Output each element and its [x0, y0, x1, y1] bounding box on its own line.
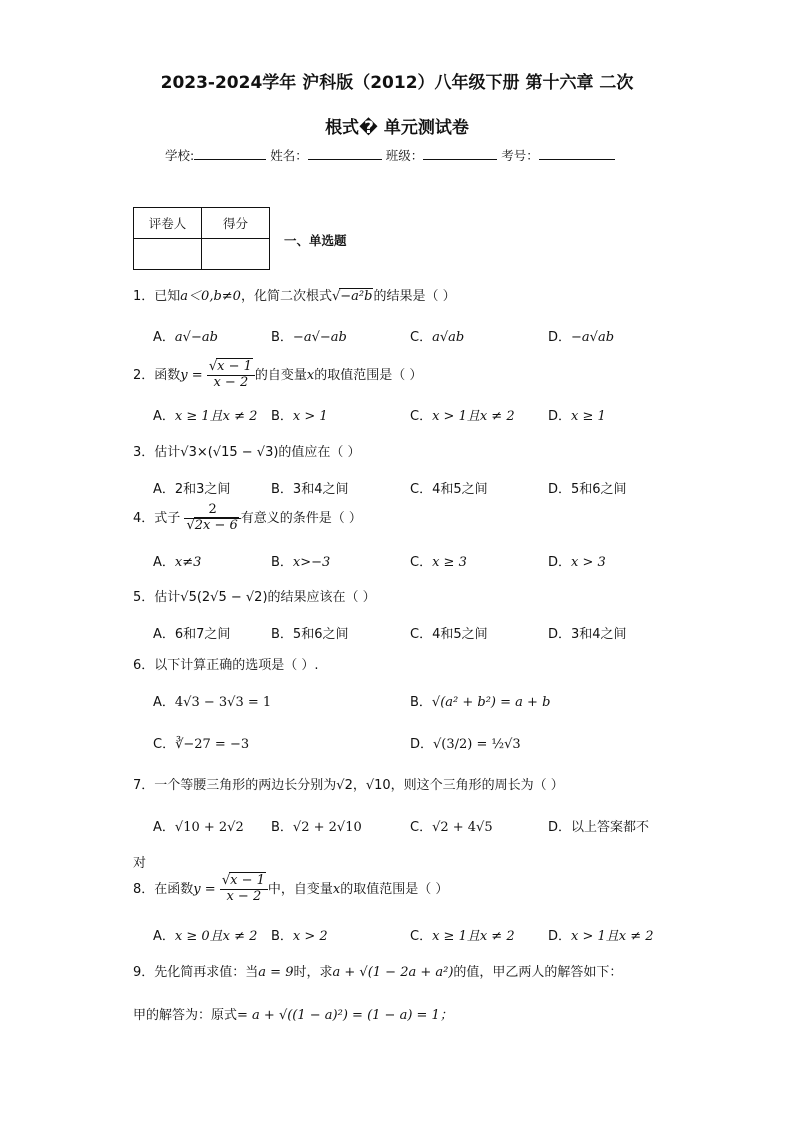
option-a[interactable]: A．6和7之间 — [153, 627, 231, 642]
name-blank[interactable] — [308, 147, 382, 160]
radicand: −a²b — [340, 289, 373, 304]
option-b[interactable]: B．x > 1 — [271, 409, 328, 424]
option-a[interactable]: A．√10 + 2√2 — [153, 820, 244, 835]
question-7: 7．一个等腰三角形的两边长分别为√2，√10，则这个三角形的周长为（ ） — [133, 778, 564, 793]
option-d-wrap: 对 — [133, 856, 147, 871]
question-6: 6．以下计算正确的选项是（ ）. — [133, 658, 319, 673]
option-c[interactable]: C．x ≥ 3 — [410, 555, 467, 570]
option-b[interactable]: B．√2 + 2√10 — [271, 820, 362, 835]
school-label: 学校: — [165, 148, 195, 163]
question-number: 4． — [133, 510, 155, 526]
fraction: $\frac{√x - 1}{x - 2}$ — [220, 874, 268, 905]
school-blank[interactable] — [194, 147, 266, 160]
question-number: 7． — [133, 778, 155, 793]
class-blank[interactable] — [423, 147, 497, 160]
option-b[interactable]: B．x > 2 — [271, 929, 328, 944]
option-a[interactable]: A．4√3 − 3√3 = 1 — [153, 695, 272, 710]
option-c[interactable]: C．a√ab — [410, 330, 465, 345]
question-number: 6． — [133, 658, 155, 673]
option-a[interactable]: A．a√−ab — [153, 330, 218, 345]
grader-cell[interactable] — [134, 239, 202, 270]
question-2: 2．函数y = $\frac{√x - 1}{x - 2}$ 的自变量x的取值范围是（ ） — [133, 359, 423, 390]
option-d[interactable]: D．−a√ab — [548, 330, 615, 345]
question-number: 2． — [133, 367, 155, 383]
solution-jia: 甲的解答为：原式= a + √((1 − a)²) = (1 − a) = 1； — [133, 1008, 453, 1023]
section-heading: 一、单选题 — [284, 233, 347, 248]
option-d[interactable]: D．x > 1且x ≠ 2 — [548, 929, 654, 944]
question-number: 5． — [133, 590, 155, 605]
option-d[interactable]: D．5和6之间 — [548, 482, 627, 497]
option-c[interactable]: C．4和5之间 — [410, 482, 488, 497]
option-d[interactable]: D．x ≥ 1 — [548, 409, 606, 424]
option-a[interactable]: A．2和3之间 — [153, 482, 231, 497]
name-label: 姓名： — [270, 148, 308, 163]
condition: a＜0,b≠0 — [180, 289, 241, 304]
option-d[interactable]: D．以上答案都不 — [548, 820, 650, 835]
option-d[interactable]: D．√(3/2) = ½√3 — [410, 737, 521, 752]
question-8: 8．在函数y = $\frac{√x - 1}{x - 2}$ 中，自变量x的取值范围是（ ） — [133, 873, 449, 904]
option-a[interactable]: A．x ≥ 1且x ≠ 2 — [153, 409, 258, 424]
question-number: 8． — [133, 881, 155, 897]
option-c[interactable]: C．√2 + 4√5 — [410, 820, 493, 835]
class-label: 班级： — [385, 148, 424, 163]
score-cell[interactable] — [202, 239, 270, 270]
option-a[interactable]: A．x≠3 — [153, 555, 202, 570]
score-table — [133, 207, 270, 270]
option-c[interactable]: C．∛−27 = −3 — [153, 737, 250, 752]
question-5: 5．估计√5(2√5 − √2)的结果应该在（ ） — [133, 590, 376, 605]
question-number: 3． — [133, 445, 155, 460]
question-number: 9． — [133, 965, 155, 980]
question-1: 1．已知a＜0,b≠0，化简二次根式√−a²b的结果是（ ） — [133, 289, 456, 304]
question-number: 1． — [133, 289, 155, 304]
score-header: 得分 — [202, 208, 270, 239]
exam-no-label: 考号： — [501, 148, 539, 163]
option-d[interactable]: D．3和4之间 — [548, 627, 627, 642]
exam-no-blank[interactable] — [539, 147, 615, 160]
question-3: 3．估计√3×(√15 − √3)的值应在（ ） — [133, 445, 361, 460]
option-b[interactable]: B．3和4之间 — [271, 482, 349, 497]
exam-title-line2: 根式� 单元测试卷 — [325, 118, 469, 138]
option-b[interactable]: B．−a√−ab — [271, 330, 347, 345]
grader-header: 评卷人 — [134, 208, 202, 239]
question-4: 4．式子 $\frac{2}{√2x - 6}$ 有意义的条件是（ ） — [133, 502, 362, 533]
option-a[interactable]: A．x ≥ 0且x ≠ 2 — [153, 929, 258, 944]
option-b[interactable]: B．5和6之间 — [271, 627, 349, 642]
fraction: $\frac{2}{√2x - 6}$ — [184, 503, 240, 534]
option-c[interactable]: C．x ≥ 1且x ≠ 2 — [410, 929, 515, 944]
exam-title-line1: 2023-2024学年 沪科版（2012）八年级下册 第十六章 二次 — [160, 73, 634, 93]
option-b[interactable]: B．x>−3 — [271, 555, 331, 570]
option-b[interactable]: B．√(a² + b²) = a + b — [410, 695, 551, 710]
student-info-row — [165, 146, 615, 164]
option-d[interactable]: D．x > 3 — [548, 555, 606, 570]
option-c[interactable]: C．4和5之间 — [410, 627, 488, 642]
fraction: $\frac{√x - 1}{x - 2}$ — [207, 360, 255, 391]
question-9: 9．先化简再求值：当a = 9时，求a + √(1 − 2a + a²)的值，甲乙两人的解答如下： — [133, 965, 623, 980]
option-c[interactable]: C．x > 1且x ≠ 2 — [410, 409, 515, 424]
